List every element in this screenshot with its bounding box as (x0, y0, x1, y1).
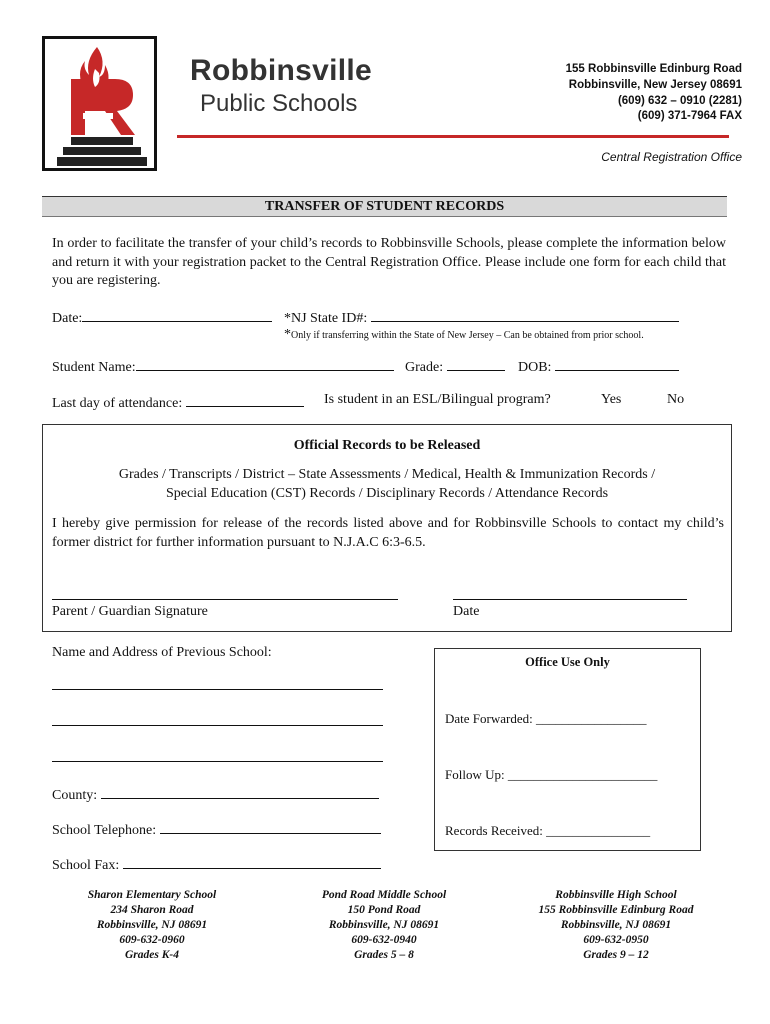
fax-line: (609) 371-7964 FAX (637, 110, 742, 122)
brand-name: Robbinsville (190, 54, 372, 87)
records-received-field[interactable]: Records Received: ________________ (445, 823, 651, 838)
address-line: 155 Robbinsville Edinburg Road (565, 63, 742, 75)
dob-field[interactable] (518, 356, 679, 376)
esl-yes-option[interactable]: Yes (601, 392, 622, 407)
county-field[interactable] (52, 784, 379, 804)
office-name: Central Registration Office (601, 150, 742, 164)
date-label: Date: (52, 311, 83, 326)
school-phone: 609-632-0960 (119, 934, 185, 946)
release-heading: Official Records to be Released (293, 438, 481, 453)
student-name-field[interactable] (52, 356, 394, 376)
school-grades: Grades 5 – 8 (354, 949, 414, 961)
intro-paragraph: In order to facilitate the transfer of your child’s records to Robbinsville Schools, please complete the information below and return it with your registration packet to the Central Registration Office. Please include one form for each child that you are registering. (52, 236, 726, 288)
school-grades: Grades 9 – 12 (583, 949, 649, 961)
previous-school-label: Name and Address of Previous School: (52, 645, 272, 660)
grade-label: Grade: (405, 360, 444, 375)
previous-school-line[interactable] (52, 761, 383, 762)
signature-date-label: Date (453, 604, 480, 619)
school-name: Sharon Elementary School (87, 889, 217, 901)
state-id-note-text: Only if transferring within the State of New Jersey – Can be obtained from prior school. (291, 330, 644, 341)
state-id-label: *NJ State ID#: (284, 311, 368, 326)
esl-no-option[interactable]: No (667, 392, 685, 407)
school-city: Robbinsville, NJ 08691 (96, 919, 208, 931)
school-sharon (62, 888, 242, 963)
state-id-field[interactable] (284, 307, 679, 327)
school-phone: 609-632-0950 (583, 934, 649, 946)
torch-logo-icon (45, 39, 154, 168)
records-list-line: Special Education (CST) Records / Disciplinary Records / Attendance Records (165, 486, 609, 501)
school-street: 150 Pond Road (347, 904, 421, 916)
date-field[interactable] (52, 307, 272, 327)
district-logo (42, 36, 157, 171)
county-label: County: (52, 788, 98, 803)
signature-line[interactable] (52, 599, 398, 600)
state-id-note-mark: * (284, 327, 291, 342)
header-rule (177, 135, 729, 138)
esl-question: Is student in an ESL/Bilingual program? (324, 392, 551, 407)
permission-text: I hereby give permission for release of the records listed above and for Robbinsville Schools to contact my child’s former district for further information pursuant to N.J.A.C 6:3-6.5. (52, 516, 724, 550)
school-city: Robbinsville, NJ 08691 (560, 919, 672, 931)
school-grades: Grades K-4 (125, 949, 179, 961)
office-use-box (434, 648, 701, 851)
school-fax-field[interactable] (52, 854, 381, 874)
school-fax-label: School Fax: (52, 858, 120, 873)
address-line: Robbinsville, New Jersey 08691 (568, 79, 742, 91)
school-city: Robbinsville, NJ 08691 (328, 919, 440, 931)
office-use-title: Office Use Only (525, 655, 610, 669)
school-name: Pond Road Middle School (321, 889, 447, 901)
school-pond-road (294, 888, 474, 963)
follow-up-field[interactable]: Follow Up: _______________________ (445, 767, 658, 782)
school-street: 234 Sharon Road (110, 904, 194, 916)
last-day-field[interactable] (52, 392, 304, 412)
state-id-note (284, 327, 644, 343)
grade-field[interactable] (405, 356, 505, 376)
dob-label: DOB: (518, 360, 552, 375)
school-name: Robbinsville High School (555, 889, 677, 901)
phone-line: (609) 632 – 0910 (2281) (617, 95, 742, 107)
school-street: 155 Robbinsville Edinburg Road (538, 904, 694, 916)
form-title: TRANSFER OF STUDENT RECORDS (42, 196, 727, 217)
signature-label: Parent / Guardian Signature (52, 604, 208, 619)
school-high-school (510, 888, 722, 963)
school-telephone-field[interactable] (52, 819, 381, 839)
previous-school-line[interactable] (52, 689, 383, 690)
school-phone: 609-632-0940 (351, 934, 417, 946)
student-name-label: Student Name: (52, 360, 136, 375)
brand-subtitle: Public Schools (200, 90, 358, 117)
school-telephone-label: School Telephone: (52, 823, 157, 838)
date-forwarded-field[interactable]: Date Forwarded: _________________ (445, 711, 647, 726)
records-list-line: Grades / Transcripts / District – State Assessments / Medical, Health & Immunization Records / (118, 467, 656, 482)
previous-school-line[interactable] (52, 725, 383, 726)
last-day-label: Last day of attendance: (52, 396, 183, 411)
signature-date-line[interactable] (453, 599, 687, 600)
